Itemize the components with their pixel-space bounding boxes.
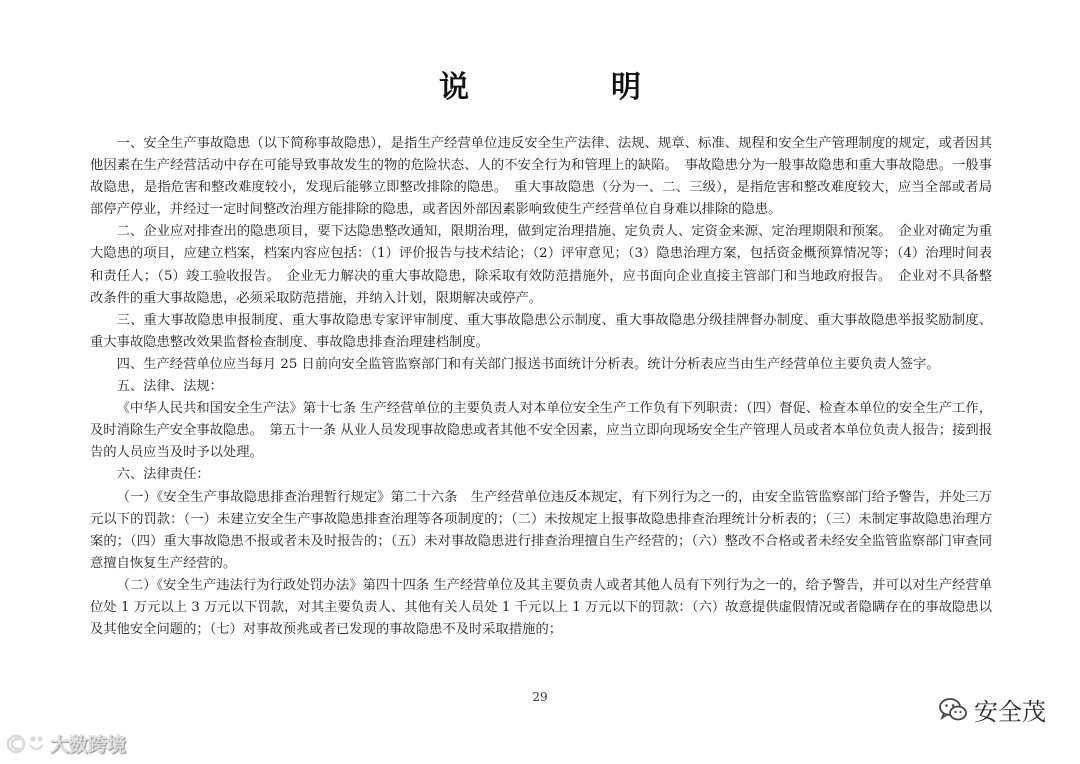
page-title: 说 明 [439, 70, 697, 105]
paragraph-6: 《中华人民共和国安全生产法》第十七条 生产经营单位的主要负责人对本单位安全生产工作负有下列职责：（四）督促、检查本单位的安全生产工作，及时消除生产安全事故隐患。 第五十一条 从业人员发现事故隐患或者其他不安全因素，应当立即向现场安全生产管理人员或者本单位负责人报告；接到报告的人员应当及时予以处理。 [90, 401, 992, 461]
watermark-left [6, 730, 126, 757]
watermark-left-text: 大数跨境 [50, 734, 127, 756]
paragraph-4: 四、生产经营单位应当每月 25 日前向安全监管监察部门和有关部门报送书面统计分析表。统计分析表应当由生产经营单位主要负责人签字。 [116, 356, 940, 372]
paragraph-3: 三、重大事故隐患申报制度、重大事故隐患专家评审制度、重大事故隐患公示制度、重大事故隐患分级挂牌督办制度、重大事故隐患举报奖励制度、重大事故隐患整改效果监督检查制度、事故隐患排查治理建档制度。 [90, 312, 992, 350]
paragraph-1: 一、安全生产事故隐患（以下简称事故隐患），是指生产经营单位违反安全生产法律、法规、规章、标准、规程和安全生产管理制度的规定，或者因其他因素在生产经营活动中存在可能导致事故发生的物的危险状态、人的不安全行为和管理上的缺陷。 事故隐患分为一般事故隐患和重大事故隐患。一般事故隐患，是指危害和整改难度较小，发现后能够立即整改排除的隐患。 重大事故隐患（分为一、二、三级），是指危害和整改难度较大，应当全部或者局部停产停业，并经过一定时间整改治理方能排除的隐患，或者因外部因素影响致使生产经营单位自身难以排除的隐患。 [90, 136, 992, 218]
circle-c-logo-icon [6, 733, 46, 755]
paragraph-8: （一）《安全生产事故隐患排查治理暂行规定》第二十六条 生产经营单位违反本规定，有下列行为之一的，由安全监管监察部门给予警告，并处三万元以下的罚款：（一）未建立安全生产事故隐患排查治理等各项制度的；（二）未按规定上报事故隐患排查治理统计分析表的；（三）未制定事故隐患治理方案的；（四）重大事故隐患不报或者未及时报告的；（五）未对事故隐患进行排查治理擅自生产经营的；（六）整改不合格或者未经安全监管监察部门审查同意擅自恢复生产经营的。 [90, 489, 992, 571]
paragraph-2: 二、企业应对排查出的隐患项目，要下达隐患整改通知，限期治理，做到定治理措施、定负责人、定资金来源、定治理期限和预案。 企业对确定为重大隐患的项目，应建立档案，档案内容应包括：（1）评价报告与技术结论；（2）评审意见；（3）隐患治理方案，包括资金概预算情况等；（4）治理时间表和责任人；（5）竣工验收报告。 企业无力解决的重大事故隐患，除采取有效防范措施外，应书面向企业直接主管部门和当地政府报告。 企业对不具备整改条件的重大事故隐患，必须采取防范措施，并纳入计划，限期解决或停产。 [90, 224, 992, 306]
document-body [90, 133, 992, 641]
wechat-logo-icon [938, 697, 968, 723]
page-number: 29 [532, 690, 548, 704]
paragraph-9: （二）《安全生产违法行为行政处罚办法》第四十四条 生产经营单位及其主要负责人或者其他人员有下列行为之一的，给予警告，并可以对生产经营单位处 1 万元以上 3 万元以下罚款，对其主要负责人、其他有关人员处 1 千元以上 1 万元以下的罚款：（六）故意提供虚假情况或者隐瞒存在的事故隐患以及其他安全问题的；（七）对事故预兆或者已发现的事故隐患不及时采取措施的； [90, 577, 992, 638]
watermark-right [938, 692, 1046, 727]
paragraph-7: 六、法律责任： [116, 467, 210, 483]
watermark-right-text: 安全茂 [974, 698, 1046, 726]
paragraph-5: 五、法律、法规： [116, 379, 223, 395]
